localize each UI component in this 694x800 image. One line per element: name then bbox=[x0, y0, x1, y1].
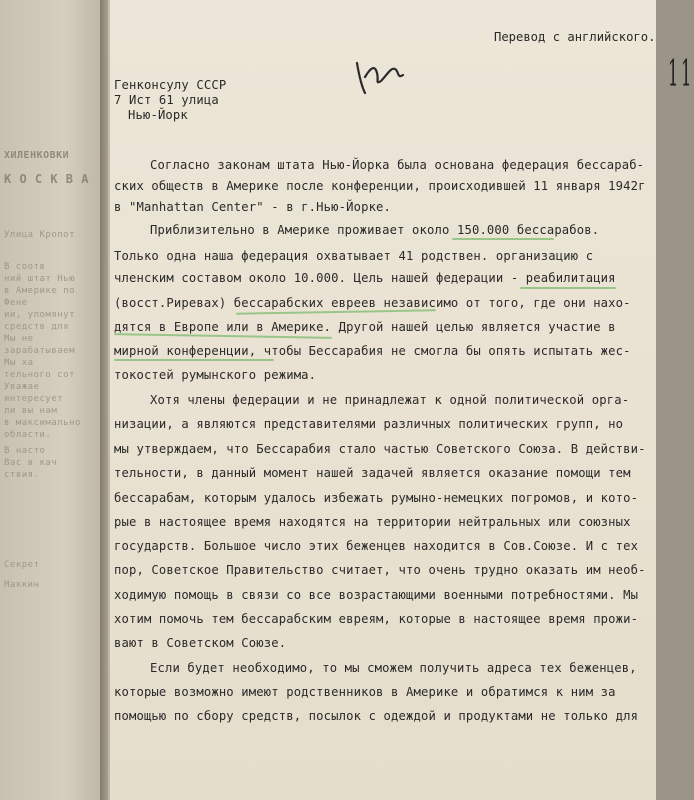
handwritten-scribble-icon bbox=[351, 55, 407, 99]
address-line: Нью-Йорк bbox=[128, 108, 188, 122]
body-line: Хотя члены федерации и не принадлежат к одной политической орга- bbox=[150, 393, 630, 407]
underlying-text-fragment: ии, упомянут bbox=[4, 310, 76, 320]
underlying-text-fragment: Мы ха bbox=[4, 358, 34, 368]
body-line: бессарабам, которым удалось избежать румыно-немецких погромов, и кото- bbox=[114, 491, 639, 505]
document-page bbox=[108, 0, 694, 800]
underlying-text-fragment: Вас в кач bbox=[4, 458, 58, 468]
underlying-text-fragment: ХИЛЕНКОВКИ bbox=[4, 150, 70, 161]
body-line: дятся в Европе или в Америке. Другой нашей целью является участие в bbox=[114, 320, 616, 334]
underlying-text-fragment: Уважае bbox=[4, 382, 40, 392]
highlight-underline bbox=[236, 309, 436, 314]
underlying-text-fragment: ствия. bbox=[4, 470, 40, 480]
body-line: государств. Большое число этих беженцев находится в Сов.Союзе. И с тех bbox=[114, 539, 639, 553]
body-line: токостей румынского режима. bbox=[114, 368, 317, 382]
highlight-underline bbox=[520, 287, 616, 289]
body-line: которые возможно имеют родственников в Америке и обратимся к ним за bbox=[114, 685, 616, 699]
underlying-text-fragment: Фене bbox=[4, 298, 28, 308]
underlying-text-fragment: В насто bbox=[4, 446, 46, 456]
body-line: Приблизительно в Америке проживает около 150.000 бессарабов. bbox=[150, 223, 600, 237]
underlying-text-fragment: ли вы нам bbox=[4, 406, 58, 416]
body-line: мы утверждаем, что Бессарабия стало частью Советского Союза. В действи- bbox=[114, 442, 646, 456]
underlying-text-fragment: К О С К В А bbox=[4, 172, 89, 186]
address-line: Генконсулу СССР bbox=[114, 78, 227, 92]
underlying-text-fragment: Секрет bbox=[4, 560, 40, 570]
underlying-text-fragment: ний штат Нью bbox=[4, 274, 76, 284]
body-line: рые в настоящее время находятся на территории нейтральных или союзных bbox=[114, 515, 631, 529]
body-line: помощью по сбору средств, посылок с одеждой и продуктами не только для bbox=[114, 709, 639, 723]
underlying-text-fragment: В соотв bbox=[4, 262, 46, 272]
body-line: членским составом около 10.000. Цель нашей федерации - реабилитация bbox=[114, 271, 616, 285]
underlying-text-fragment: зарабатываем bbox=[4, 346, 76, 356]
body-line: Если будет необходимо, то мы сможем получить адреса тех беженцев, bbox=[150, 661, 637, 675]
underlying-text-fragment: интересует bbox=[4, 394, 64, 404]
handwritten-page-number: 11 bbox=[668, 54, 694, 95]
underlying-text-fragment: средств для bbox=[4, 322, 70, 332]
page-fold-line bbox=[108, 0, 110, 800]
underlying-page bbox=[0, 0, 108, 800]
body-line: вают в Советском Союзе. bbox=[114, 636, 287, 650]
highlight-underline bbox=[114, 359, 274, 361]
address-line: 7 Ист 61 улица bbox=[114, 93, 219, 107]
underlying-text-fragment: тельного сот bbox=[4, 370, 76, 380]
underlying-text-fragment: в максимально bbox=[4, 418, 81, 428]
underlying-text-fragment: Улица Кропот bbox=[4, 230, 76, 240]
underlying-text-fragment: в Америке по bbox=[4, 286, 76, 296]
body-line: ходимую помощь в связи со все возрастающими военными потребностями. Мы bbox=[114, 588, 639, 602]
highlight-underline bbox=[452, 238, 554, 240]
body-line: Согласно законам штата Нью-Йорка была основана федерация бессараб- bbox=[150, 158, 645, 172]
body-line: Только одна наша федерация охватывает 41 родствен. организацию с bbox=[114, 249, 594, 263]
underlying-text-fragment: области. bbox=[4, 430, 52, 440]
body-line: пор, Советское Правительство считает, что очень трудно оказать им необ- bbox=[114, 563, 646, 577]
body-line: тельности, в данный момент нашей задачей является оказание помощи тем bbox=[114, 466, 631, 480]
underlying-text-fragment: Маккин bbox=[4, 580, 40, 590]
translation-note: Перевод с английского. bbox=[494, 30, 656, 44]
body-line: ских обществ в Америке после конференции, происходившей 11 января 1942г bbox=[114, 179, 646, 193]
underlying-text-fragment: Мы не bbox=[4, 334, 34, 344]
body-line: в "Manhattan Center" - в г.Нью-Йорке. bbox=[114, 200, 392, 214]
body-line: хотим помочь тем бессарабским евреям, которые в настоящее время прожи- bbox=[114, 612, 639, 626]
body-line: (восст.Рирeвах) бессарабских евреев независимо от того, где они нахо- bbox=[114, 296, 631, 310]
body-line: низации, а являются представителями различных политических групп, но bbox=[114, 417, 624, 431]
body-line: мирной конференции, чтобы Бессарабия не смогла бы опять испытать жес- bbox=[114, 344, 631, 358]
